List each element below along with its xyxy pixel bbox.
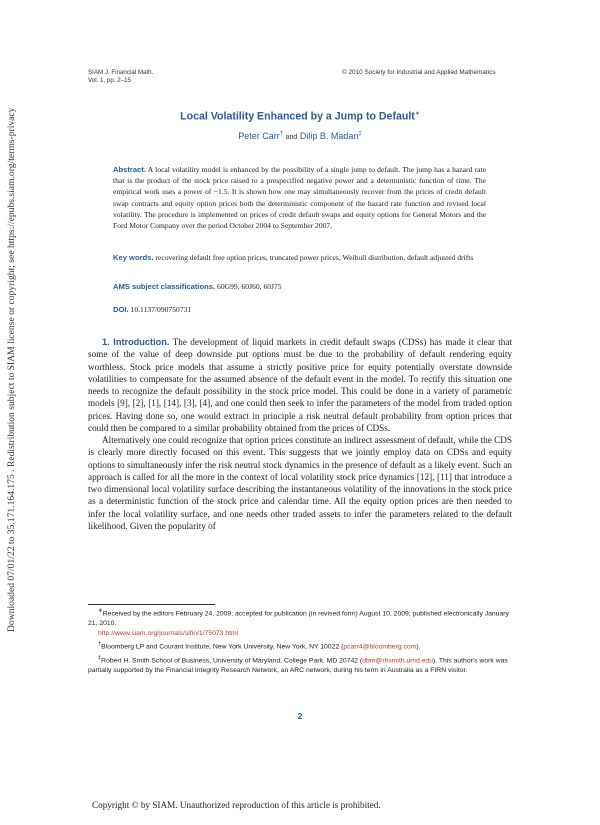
- abstract-label: Abstract.: [113, 165, 146, 174]
- intro-p1-text: The development of liquid markets in credit default swaps (CDSs) has made it clear that some of the value of deep downside put options must be due to the probability of default rendering equity worthless. Stock price models that assume a strictly positive price for equity potentially overstate downside volatilities to compensate for the assumed absence of the default event in the model. To rectify this situation one needs to recognize the default possibility in the stock price model. This could be done in a variety of parametric models [9], [2], [1], [14], [3], [4], and one could then seek to infer the parameters of the model from traded option prices. Having done so, one would extract in principle a risk neutral default probability from option prices that could then be compared to a similar probability obtained from the prices of CDSs.: [88, 337, 512, 433]
- bottom-copyright: Copyright © by SIAM. Unauthorized reproduction of this article is prohibited.: [92, 800, 381, 810]
- footnote-divider: [88, 604, 215, 605]
- paper-title: [0, 110, 600, 123]
- journal-info: [88, 69, 153, 85]
- introduction-section: [88, 336, 512, 532]
- intro-paragraph-1: [88, 336, 512, 434]
- keywords-text: recovering default free option prices, truncated power prices, Weibull distribution, default adjusted drifts: [155, 253, 474, 262]
- abstract-block: [113, 164, 486, 231]
- footnote-carr: [88, 639, 512, 652]
- keywords-label: Key words.: [113, 253, 154, 262]
- doi-block: [113, 305, 191, 314]
- doi-label: DOI.: [113, 305, 129, 314]
- journal-url-link[interactable]: http://www.siam.org/journals/sifin/1/75073.html: [98, 630, 239, 638]
- fn3-mark: ‡: [98, 654, 102, 661]
- fn2-mark: †: [98, 641, 102, 648]
- footnote-madan: [88, 653, 512, 676]
- page-number: 2: [297, 711, 303, 721]
- fn3-end: ). This author's work was partially supported by the Financial Integrity Research Network, an ARC network, during his term in Australia as a FIRN visitor.: [88, 656, 508, 674]
- author-list: [0, 131, 600, 141]
- abstract-text: A local volatility model is enhanced by the possibility of a single jump to default. The jump has a hazard rate that is the product of the stock price raised to a prespecified negative power and a deterministic function of time. The empirical work uses a power of −1.5. It is shown how one may simultaneously recover from the prices of credit default swap contracts and equity option prices both the deterministic component of the hazard rate function and revised local volatility. The procedure is implemented on prices of credit default swaps and equity options for General Motors and the Ford Motor Company over the period October 2004 to September 2007.: [113, 165, 486, 231]
- title-text: Local Volatility Enhanced by a Jump to Default: [180, 110, 415, 123]
- doi-text: 10.1137/090750731: [130, 305, 192, 314]
- download-notice: Downloaded 07/01/22 to 35.171.164.175 . Redistribution subject to SIAM license or copyright; see https://epubs.siam.org/terms-privacy: [6, 107, 17, 632]
- fn3-text: Robert H. Smith School of Business, University of Maryland, College Park, MD 20742 (: [101, 656, 363, 664]
- author-madan-mark[interactable]: ‡: [358, 131, 362, 137]
- footnotes: [88, 606, 512, 676]
- footnote-url-line: [88, 629, 512, 639]
- section-heading: 1. Introduction.: [102, 337, 170, 347]
- author-madan: Dilip B. Madan: [299, 131, 359, 141]
- madan-email-link[interactable]: dbm@rhsmith.umd.edu: [362, 656, 433, 664]
- copyright-notice: © 2010 Society for Industrial and Applied Mathematics: [342, 69, 496, 76]
- fn2-text: Bloomberg LP and Courant Institute, New York University, New York, NY 10022 (: [101, 643, 344, 651]
- download-sidebar: [6, 107, 17, 632]
- fn1-text: Received by the editors February 24, 2009; accepted for publication (in revised form) August 10, 2009; published electronically January 21, 2010.: [88, 610, 509, 628]
- ams-text: 60G99, 60J60, 60J75: [217, 282, 282, 291]
- intro-paragraph-2: Alternatively one could recognize that option prices constitute an indirect assessment of default, while the CDS is clearly more directly focused on this event. This suggests that we jointly employ data on CDSs and equity options to simultaneously infer the risk neutral stock dynamics in the presence of default as a likely event. Such an approach is called for all the more in the context of local volatility stock price dynamics [12], [11] that introduce a two dimensional local volatility surface describing the instantaneous volatility of the innovations in the stock price as a deterministic function of the stock price and calendar time. All the equity option prices are then needed to infer the local volatility surface, and one needs other traded assets to infer the parameters related to the default likelihood. Given the popularity of: [88, 435, 512, 531]
- keywords-block: [113, 252, 486, 263]
- journal-name: SIAM J. Financial Math.: [88, 69, 154, 76]
- journal-volume: Vol. 1, pp. 2–15: [88, 77, 132, 84]
- footnote-received: [88, 606, 512, 629]
- ams-label: AMS subject classifications.: [113, 282, 216, 291]
- fn1-mark: ∗: [98, 608, 103, 614]
- title-footnote-mark[interactable]: ∗: [414, 111, 420, 117]
- carr-email-link[interactable]: pcarr4@bloomberg.com: [343, 643, 417, 651]
- ams-block: [113, 282, 282, 291]
- author-carr-mark[interactable]: †: [279, 131, 284, 137]
- author-carr: Peter Carr: [238, 131, 280, 141]
- author-and: and: [285, 134, 298, 141]
- fn2-end: ).: [416, 643, 421, 651]
